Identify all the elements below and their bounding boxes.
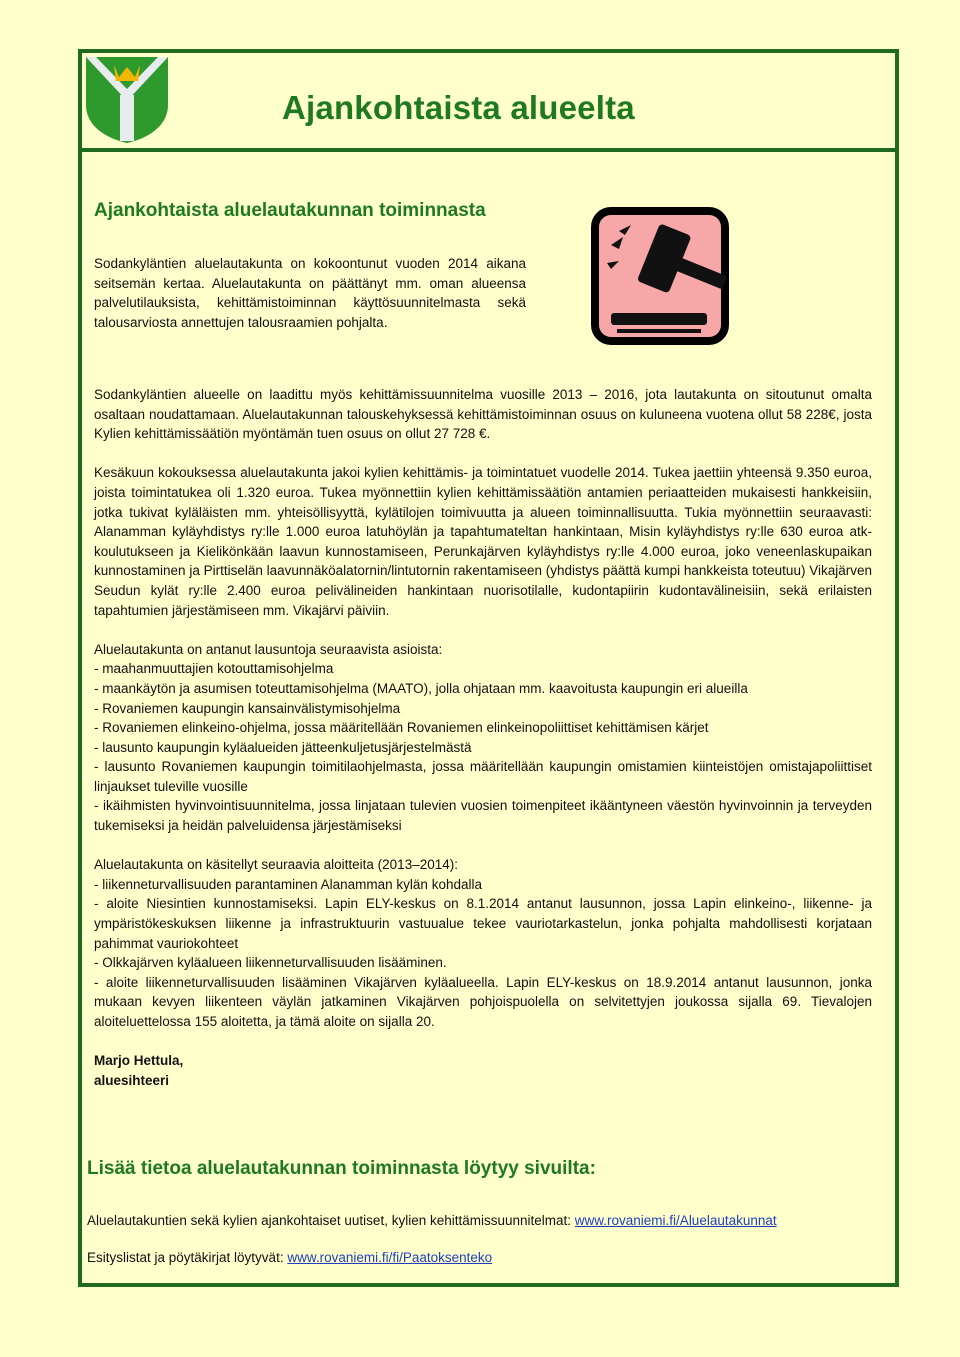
- more-info-links: [87, 1213, 887, 1287]
- list-item: - aloite Niesintien kunnostamiseksi. Lapin ELY-keskus on 8.1.2014 antanut lausunnon, jossa Lapin elinkeino-, liikenne- ja ympäristökeskuksen liikenne ja infrastruktuurin vastuualue tekee vauriotarkastelun, jonka pohjalta mahdollisesti korjataan pahimmat vauriokohteet: [94, 896, 872, 951]
- list-item: - liikenneturvallisuuden parantaminen Alanamman kylän kohdalla: [94, 876, 482, 892]
- list-item: - Olkkajärven kyläalueen liikenneturvallisuuden lisääminen.: [94, 955, 447, 971]
- article-frame: [78, 49, 899, 1287]
- plan-paragraph: Sodankyläntien alueelle on laadittu myös kehittämissuunnitelma vuosille 2013 – 2016, jota lautakunta on sitoutunut omalta osaltaan noudattamaan. Aluelautakunnan talouskehyksessä kehittämistoiminnan osuus on kuluneena vuotena ollut 58 228€, josta Kylien kehittämissäätiön myöntämän tuen osuus on ollut 27 728 €.: [94, 387, 872, 442]
- gavel-icon: [591, 207, 729, 345]
- header: [82, 53, 895, 152]
- paatoksenteko-link[interactable]: www.rovaniemi.fi/fi/Paatoksenteko: [287, 1250, 493, 1265]
- funding-paragraph: Kesäkuun kokouksessa aluelautakunta jakoi kylien kehittämis- ja toimintatuet vuodelle 2014. Tukea jaettiin yhteensä 9.350 euroa, joista toimintatukea oli 1.320 euroa. Tukea myönnettiin kylien kehittämissäätiön antamien periaatteiden mukaisesti hankkeisiin, jotka tukivat kyläläisten mm. yhteisöllisyyttä, kylätilojen toimivuutta ja alueen toiminnallisuutta. Tukia myönnettiin seuraavasti: Alanamman kyläyhdistys ry:lle 1.000 euroa latuhöylän ja tapahtumateltan hankintaan, Misin kyläyhdistys ry:lle 630 euroa atk-koulutukseen ja Kielikönkään laavun kunnostamiseen, Perunkajärven kyläyhdistys ry:lle 4.000 euroa, joko veneenlaskupaikan kunnostaminen ja Pirttiselän laavunnäköalatornin/lintutornin rakentamiseen (yhdistys päättä kumpi hankkeista toteutuu) Vikajärven Seudun kylät ry:lle 2.400 euroa pelivälineiden hankintaan nuorisotilalle, kudontapiirin kudontavälineisiin, sekä erilaisten tapahtumien järjestämiseen mm. Vikajärvi päiviin.: [94, 465, 872, 618]
- content: [82, 148, 895, 1283]
- list-item: - lausunto Rovaniemen kaupungin toimitilaohjelmasta, jossa määritellään kaupungin omistamien kiinteistöjen omistajapoliittiset linjaukset tuleville vuosille: [94, 759, 872, 794]
- news-line-text: Aluelautakuntien sekä kylien ajankohtaiset uutiset, kylien kehittämissuunnitelmat:: [87, 1213, 575, 1228]
- list-item: - aloite liikenneturvallisuuden lisääminen Vikajärven kyläalueella. Lapin ELY-keskus on 18.9.2014 antanut lausunnon, jonka mukaan kevyen liikenteen väylän jatkaminen Vikajärven pohjoispuolella on selvitettyjen joukossa sijalla 69. Tievalojen aloiteluettelossa 155 aloitetta, ja tämä aloite on sijalla 20.: [94, 974, 872, 1029]
- page-title: Ajankohtaista alueelta: [282, 89, 635, 126]
- list-item: - Rovaniemen elinkeino-ohjelma, jossa määritellään Rovaniemen elinkeinopoliittiset kehittämisen kärjet: [94, 720, 709, 736]
- news-line: [87, 1213, 887, 1228]
- list-item: - Rovaniemen kaupungin kansainvälistymisohjelma: [94, 700, 401, 716]
- coat-of-arms-icon: [84, 55, 170, 143]
- list-item: - maankäytön ja asumisen toteuttamisohjelma (MAATO), jolla ohjataan mm. kaavoitusta kaupungin eri alueilla: [94, 680, 748, 696]
- more-info-title: Lisää tietoa aluelautakunnan toiminnasta löytyy sivuilta:: [87, 1158, 596, 1179]
- intro-paragraph: Sodankyläntien aluelautakunta on kokoontunut vuoden 2014 aikana seitsemän kertaa. Aluelautakunta on päättänyt mm. oman alueensa palvelutilauksista, kehittämistoiminnan käyttösuunnitelmasta sekä talousarviosta annettujen talousraamien pohjalta.: [94, 256, 526, 330]
- section-title: Ajankohtaista aluelautakunnan toiminnasta: [94, 200, 486, 221]
- statements-heading: Aluelautakunta on antanut lausuntoja seuraavista asioista:: [94, 641, 443, 657]
- list-item: - maahanmuuttajien kotouttamisohjelma: [94, 661, 334, 677]
- signature-role: aluesihteeri: [94, 1072, 170, 1088]
- list-item: - lausunto kaupungin kyläalueiden jätteenkuljetusjärjestelmästä: [94, 739, 472, 755]
- aluelautakunnat-link[interactable]: www.rovaniemi.fi/Aluelautakunnat: [574, 1213, 777, 1228]
- article-body: [94, 385, 872, 1090]
- minutes-line-text: Esityslistat ja pöytäkirjat löytyvät:: [87, 1250, 288, 1265]
- initiatives-heading: Aluelautakunta on käsitellyt seuraavia aloitteita (2013–2014):: [94, 857, 458, 873]
- minutes-line: [87, 1250, 887, 1265]
- list-item: - ikäihmisten hyvinvointisuunnitelma, jossa linjataan tulevien vuosien toimenpiteet ikääntyneen väestön hyvinvoinnin ja terveyden tukemiseksi ja heidän palveluidensa järjestämiseksi: [94, 798, 872, 834]
- signature-name: Marjo Hettula,: [94, 1053, 184, 1069]
